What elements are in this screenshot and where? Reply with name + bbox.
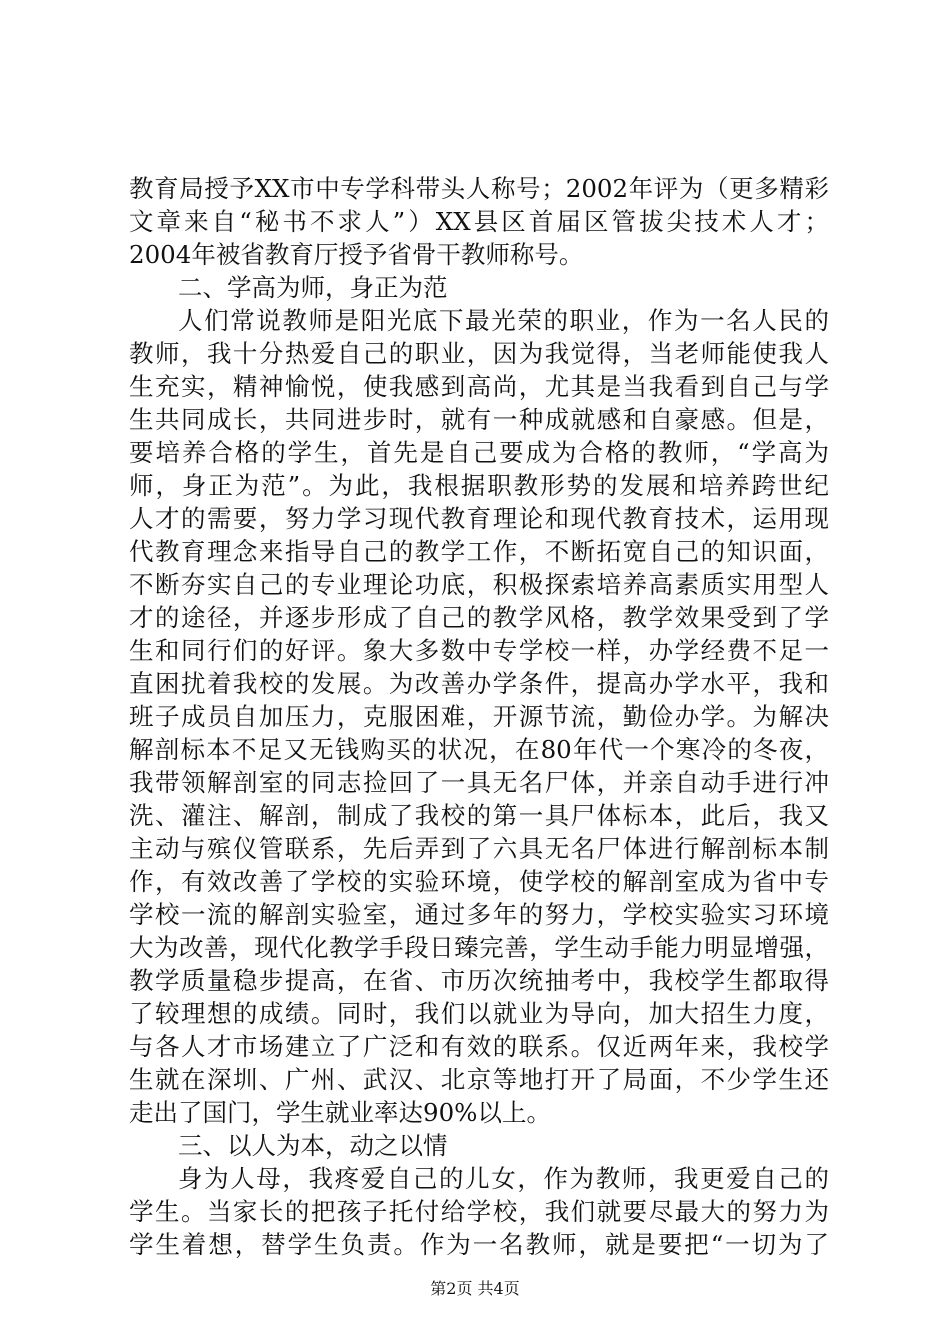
paragraph-last-line: 2004年被省教育厅授予省骨干教师称号。 [129, 240, 584, 269]
text-line: 了较理想的成绩。同时，我们以就业为导向，加大招生力度， [129, 999, 829, 1028]
page-footer: 第2页 共4页 [430, 1279, 520, 1298]
text-line: 要培养合格的学生，首先是自己要成为合格的教师，“学高为 [129, 438, 829, 467]
text-line: 主动与殡仪管联系，先后弄到了六具无名尸体进行解剖标本制 [129, 834, 829, 863]
text-line: 直困扰着我校的发展。为改善办学条件，提高办学水平，我和 [129, 669, 829, 698]
paragraph-last-line: 走出了国门，学生就业率达90%以上。 [129, 1098, 551, 1127]
text-line: 才的途径，并逐步形成了自己的教学风格，教学效果受到了学 [129, 603, 829, 632]
text-line: 生共同成长，共同进步时，就有一种成就感和自豪感。但是， [129, 405, 829, 434]
text-line: 代教育理念来指导自己的教学工作，不断拓宽自己的知识面， [129, 537, 829, 566]
text-line: 人才的需要，努力学习现代教育理论和现代教育技术，运用现 [129, 504, 829, 533]
text-line: 作，有效改善了学校的实验环境，使学校的解剖室成为省中专 [129, 867, 829, 896]
text-line: 学生着想，替学生负责。作为一名教师，就是要把“一切为了 [129, 1230, 829, 1259]
section-heading: 二、学高为师，身正为范 [178, 273, 448, 302]
text-line: 不断夯实自己的专业理论功底，积极探索培养高素质实用型人 [129, 570, 829, 599]
text-line: 学校一流的解剖实验室，通过多年的努力，学校实验实习环境 [129, 900, 829, 929]
text-line: 我带领解剖室的同志捡回了一具无名尸体，并亲自动手进行冲 [129, 768, 829, 797]
text-line: 学生。当家长的把孩子托付给学校，我们就要尽最大的努力为 [129, 1197, 829, 1226]
section-heading: 三、以人为本，动之以情 [178, 1131, 448, 1160]
text-line: 生就在深圳、广州、武汉、北京等地打开了局面，不少学生还 [129, 1065, 829, 1094]
text-line: 大为改善，现代化教学手段日臻完善，学生动手能力明显增强， [129, 933, 829, 962]
text-line: 班子成员自加压力，克服困难，开源节流，勤俭办学。为解决 [129, 702, 829, 731]
text-line: 与各人才市场建立了广泛和有效的联系。仅近两年来，我校学 [129, 1032, 829, 1061]
text-line: 师，身正为范”。为此，我根据职教形势的发展和培养跨世纪 [129, 471, 829, 500]
text-line: 洗、灌注、解剖，制成了我校的第一具尸体标本，此后，我又 [129, 801, 829, 830]
paragraph-first-line: 人们常说教师是阳光底下最光荣的职业，作为一名人民的 [178, 306, 829, 335]
text-line: 文章来自“秘书不求人”）XX县区首届区管拔尖技术人才； [129, 207, 829, 236]
text-line: 生充实，精神愉悦，使我感到高尚，尤其是当我看到自己与学 [129, 372, 829, 401]
paragraph-first-line: 身为人母，我疼爱自己的儿女，作为教师，我更爱自己的 [178, 1164, 829, 1193]
text-line: 教师，我十分热爱自己的职业，因为我觉得，当老师能使我人 [129, 339, 829, 368]
document-body [129, 172, 829, 1261]
text-line: 教育局授予XX市中专学科带头人称号；2002年评为（更多精彩 [129, 174, 829, 203]
text-line: 解剖标本不足又无钱购买的状况，在80年代一个寒冷的冬夜， [129, 735, 829, 764]
text-line: 生和同行们的好评。象大多数中专学校一样，办学经费不足一 [129, 636, 829, 665]
text-line: 教学质量稳步提高，在省、市历次统抽考中，我校学生都取得 [129, 966, 829, 995]
